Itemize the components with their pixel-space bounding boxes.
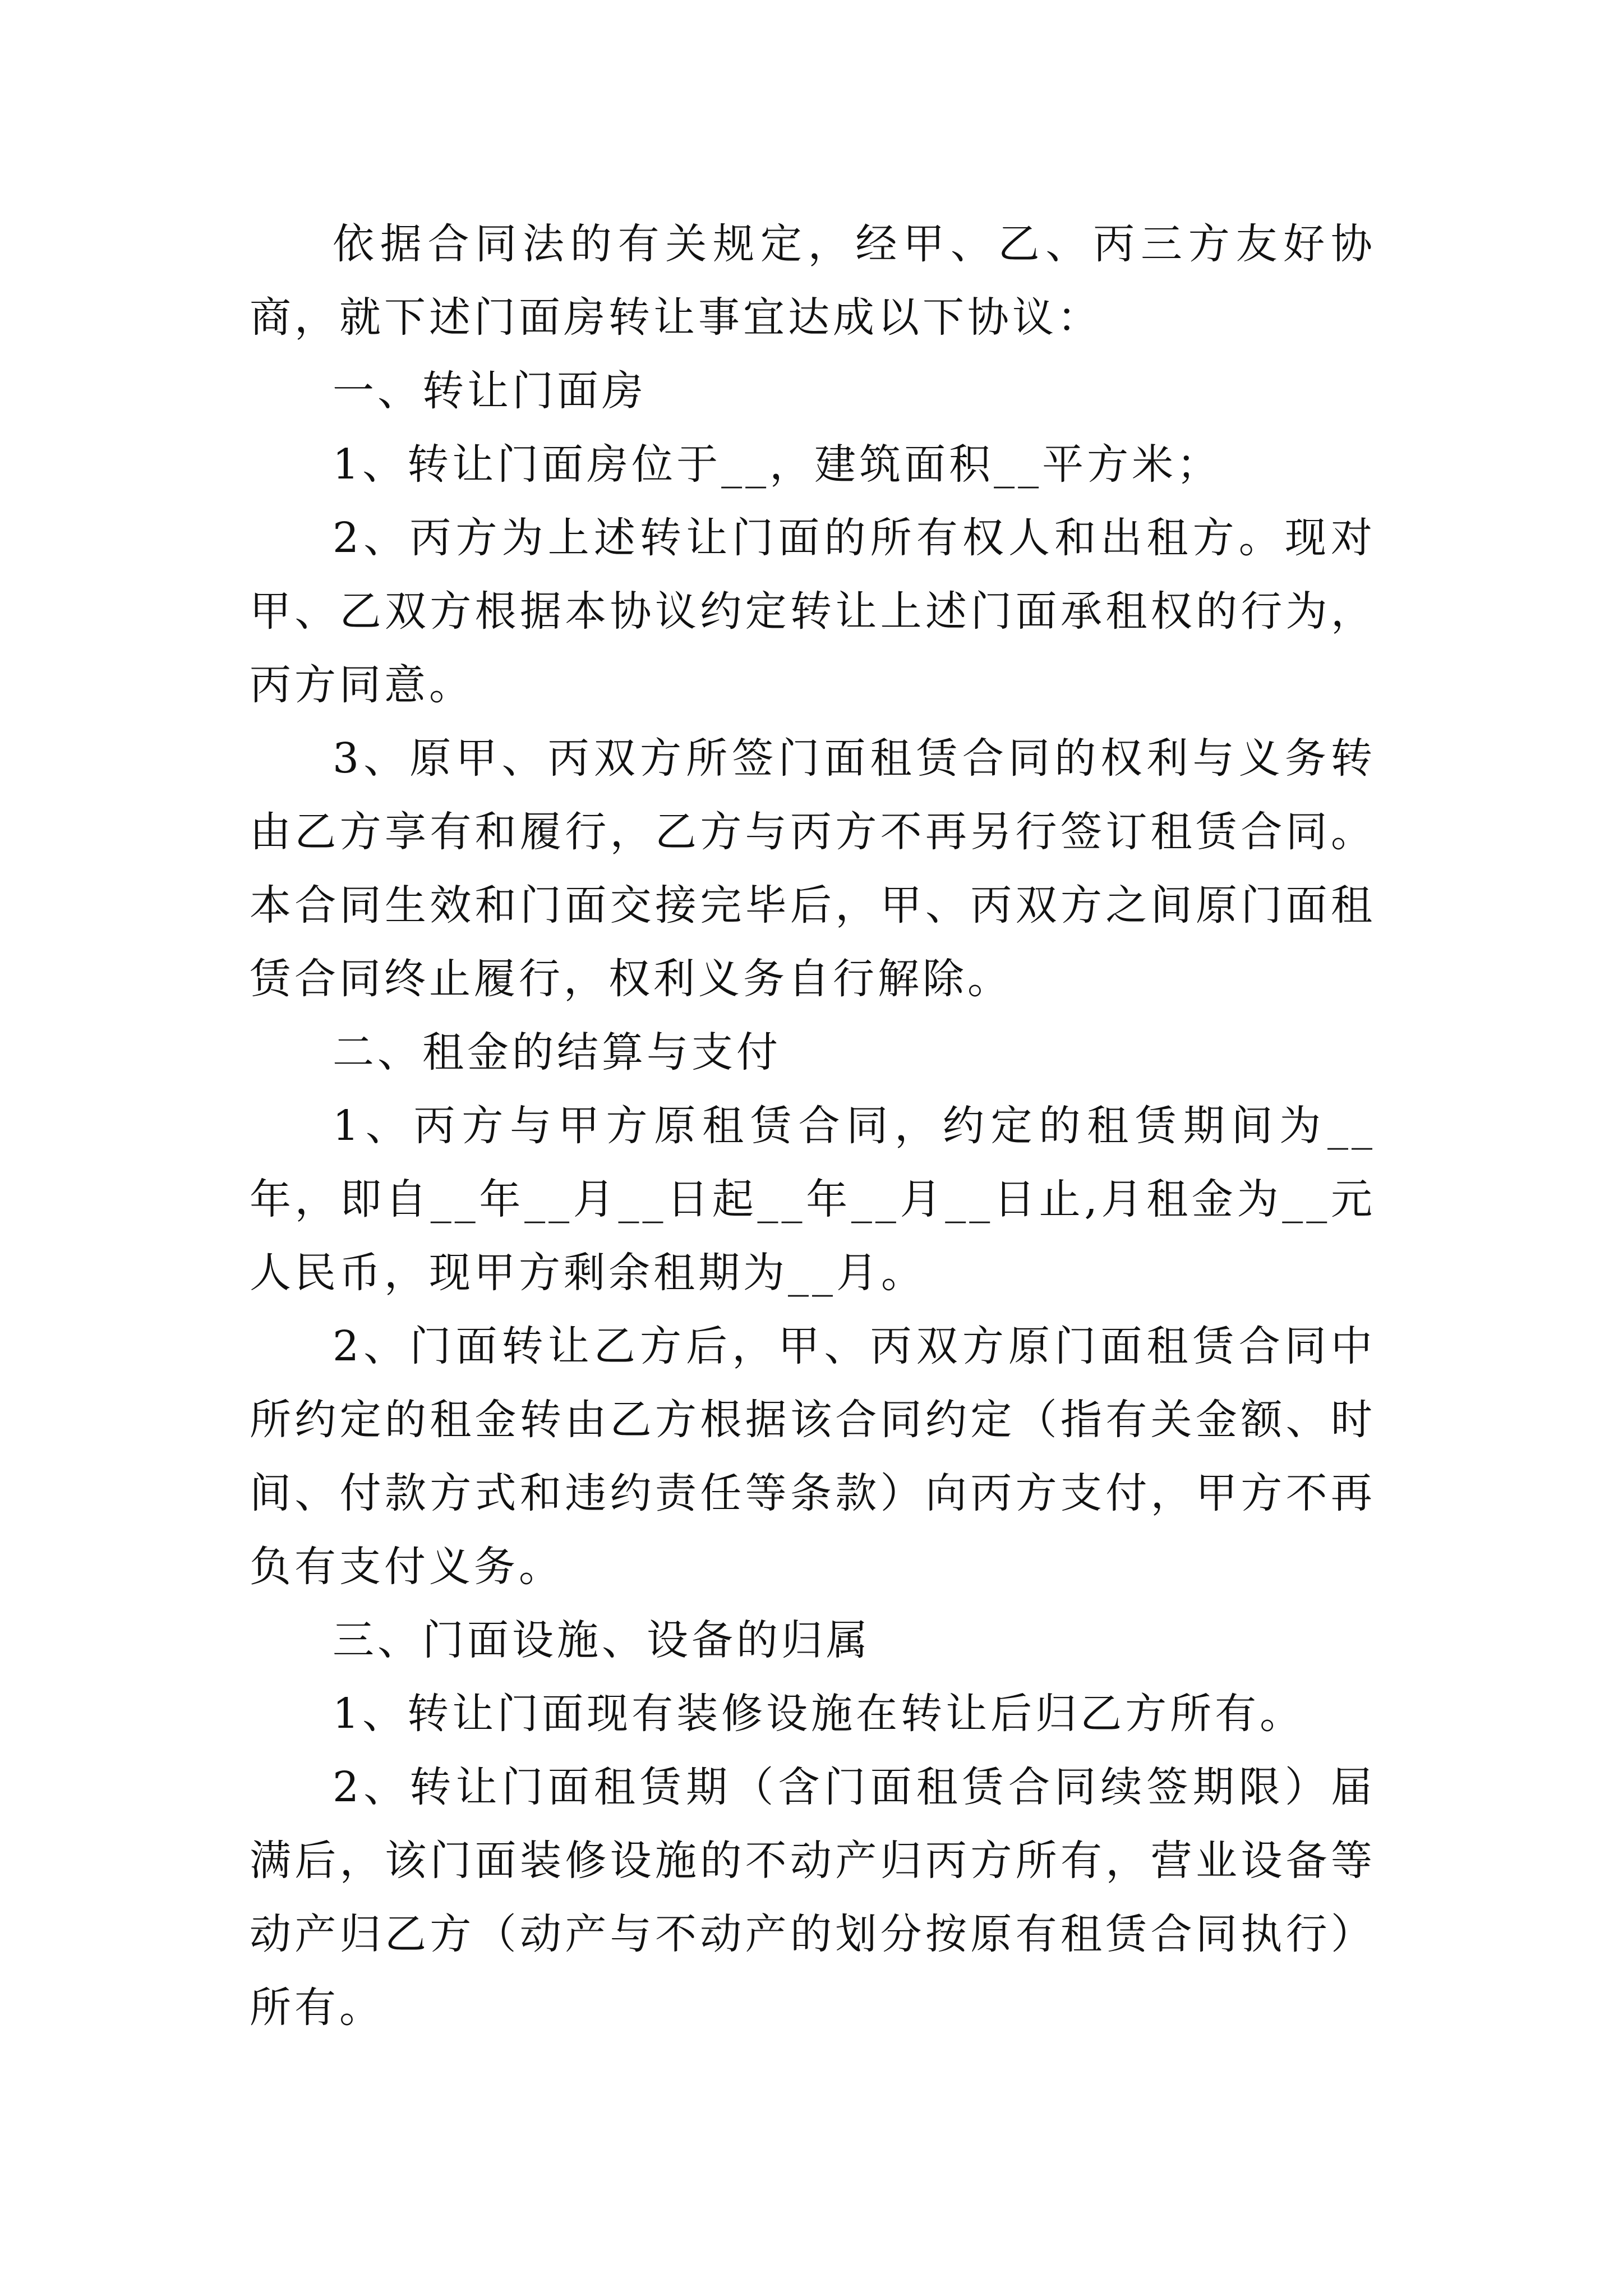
clause-1-2: 2、丙方为上述转让门面的所有权人和出租方。现对甲、乙双方根据本协议约定转让上述门面承租权的行为，丙方同意。 [250,514,1376,709]
clause-1-3: 3、原甲、丙双方所签门面租赁合同的权利与义务转由乙方享有和履行，乙方与丙方不再另行签订租赁合同。本合同生效和门面交接完毕后，甲、丙双方之间原门面租赁合同终止履行，权利义务自行解除。 [250,734,1376,1003]
clause-1-1: 1、转让门面房位于__，建筑面积__平方米； [333,440,1222,489]
section-heading-1: 一、转让门面房 [333,367,647,415]
section-heading-3: 三、门面设施、设备的归属 [333,1616,871,1664]
clause-3-2: 2、转让门面租赁期（含门面租赁合同续签期限）届满后，该门面装修设施的不动产归丙方所有，营业设备等动产归乙方（动产与不动产的划分按原有租赁合同执行）所有。 [250,1763,1376,2032]
clause-2-2: 2、门面转让乙方后，甲、丙双方原门面租赁合同中所约定的租金转由乙方根据该合同约定（指有关金额、时间、付款方式和违约责任等条款）向丙方支付，甲方不再负有支付义务。 [250,1322,1376,1591]
document-body [250,208,1376,2045]
clause-2-1: 1、丙方与甲方原租赁合同，约定的租赁期间为__年，即自__年__月__日起__年__月__日止,月租金为__元人民币，现甲方剩余租期为__月。 [250,1102,1376,1297]
section-heading-2: 二、租金的结算与支付 [333,1028,781,1076]
clause-3-1: 1、转让门面现有装修设施在转让后归乙方所有。 [333,1690,1305,1738]
intro-paragraph: 依据合同法的有关规定，经甲、乙、丙三方友好协商，就下述门面房转让事宜达成以下协议： [250,220,1376,342]
